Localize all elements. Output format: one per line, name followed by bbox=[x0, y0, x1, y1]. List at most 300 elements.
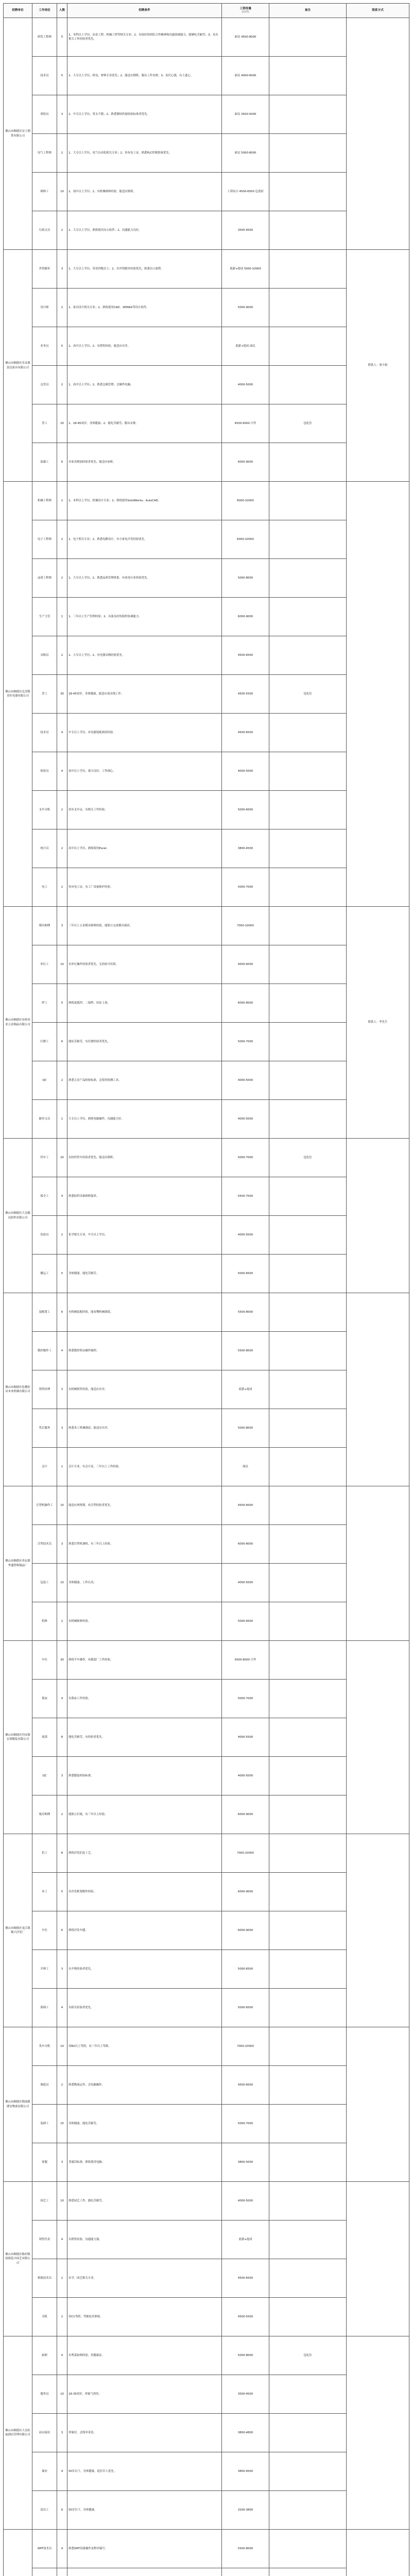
requirements-cell: 1、大专以上学历，熟练使用办公软件；2、沟通能力良好。 bbox=[67, 211, 222, 250]
position-cell: 园艺工 bbox=[32, 2182, 57, 2221]
position-cell: 会计 bbox=[32, 1448, 57, 1486]
requirements-cell: 中专以上学历，有电器装配调试经验。 bbox=[67, 714, 222, 752]
remark-cell: 包吃住 bbox=[269, 1139, 347, 1177]
count-cell: 20 bbox=[57, 404, 67, 443]
requirements-cell: 1、本科以上学历，冶金工程、机械工程等相关专业；2、有较好的团队合作精神和沟通协调能力，能够吃苦耐劳；3、具有相关工作经验者优先。 bbox=[67, 18, 222, 57]
contact-cell bbox=[347, 1834, 409, 2027]
position-cell: 搬运工 bbox=[32, 1255, 57, 1293]
count-cell: 2 bbox=[57, 289, 67, 327]
position-cell: 电子工程师 bbox=[32, 520, 57, 559]
remark-cell: 包吃住 bbox=[269, 675, 347, 714]
salary-cell: 4500-6000 bbox=[222, 2066, 269, 2105]
count-cell: 30 bbox=[57, 1641, 67, 1680]
table-row bbox=[4, 2182, 409, 2221]
count-cell: 5 bbox=[57, 327, 67, 366]
requirements-cell: 能独立打板，有三年以上经验。 bbox=[67, 1795, 222, 1834]
requirements-cell: 有开料经验者优先。 bbox=[67, 1950, 222, 1989]
position-cell: 技术员 bbox=[32, 714, 57, 752]
salary-cell: 4000-5500 bbox=[222, 1718, 269, 1757]
recruitment-table-sheet bbox=[3, 3, 409, 2576]
count-cell: 2 bbox=[57, 1602, 67, 1641]
salary-cell: 底薪+提成 bbox=[222, 2221, 269, 2259]
remark-cell bbox=[269, 1950, 347, 1989]
position-cell: 清洁工 bbox=[32, 2491, 57, 2530]
remark-cell bbox=[269, 250, 347, 289]
position-cell: 设计师 bbox=[32, 289, 57, 327]
remark-cell bbox=[269, 1061, 347, 1100]
position-cell: 装配钳工 bbox=[32, 1293, 57, 1332]
remark-cell bbox=[269, 945, 347, 984]
remark-cell bbox=[269, 1757, 347, 1795]
salary-cell: 6000-9000 bbox=[222, 1911, 269, 1950]
table-row bbox=[4, 1834, 409, 1873]
position-cell: 注塑机操作工 bbox=[32, 1486, 57, 1525]
requirements-cell: 有家具喷油经验者优先，能适应加班。 bbox=[67, 443, 222, 482]
remark-cell bbox=[269, 1409, 347, 1448]
remark-cell bbox=[269, 520, 347, 559]
requirements-cell: 1、大专以上学历，英语四级以上；2、有外贸跟单经验优先，熟悉出口流程。 bbox=[67, 250, 222, 289]
salary-cell: 底薪+提成 面议 bbox=[222, 327, 269, 366]
salary-cell: 5000-8000 计件 bbox=[222, 1641, 269, 1680]
count-cell: 6 bbox=[57, 443, 67, 482]
contact-cell bbox=[347, 1139, 409, 1293]
position-cell: QC bbox=[32, 1757, 57, 1795]
count-cell: 2 bbox=[57, 211, 67, 250]
remark-cell bbox=[269, 1216, 347, 1255]
salary-cell: 4000-5000 bbox=[222, 1100, 269, 1139]
remark-cell bbox=[269, 2182, 347, 2221]
position-cell: 打磨工 bbox=[32, 1023, 57, 1061]
remark-cell bbox=[269, 1177, 347, 1216]
position-cell: 仓管员 bbox=[32, 366, 57, 404]
salary-cell: 5000-8000 bbox=[222, 559, 269, 598]
requirements-cell: 1、大专以上学历，机电、材料专业优先；2、能适应倒班，服从工作安排；3、责任心强，有上进心。 bbox=[67, 57, 222, 95]
position-cell: 包装工 bbox=[32, 1564, 57, 1602]
count-cell: 3 bbox=[57, 1950, 67, 1989]
remark-cell bbox=[269, 1486, 347, 1525]
requirements-cell: 1、大专以上学历；2、熟悉品质管理体系，有家电行业经验优先。 bbox=[67, 559, 222, 598]
requirements-cell: 熟悉服装检验标准。 bbox=[67, 1757, 222, 1795]
requirements-cell: 有销售经验，沟通能力强。 bbox=[67, 2221, 222, 2259]
requirements-cell: 身体健康，能吃苦耐劳。 bbox=[67, 1255, 222, 1293]
position-cell: 采购员 bbox=[32, 636, 57, 675]
salary-cell: 5000-7000 bbox=[222, 2105, 269, 2143]
table-row bbox=[4, 2027, 409, 2066]
count-cell: 2 bbox=[57, 2066, 67, 2105]
requirements-cell: 熟练沙发扪皮工艺。 bbox=[67, 1834, 222, 1873]
remark-cell bbox=[269, 598, 347, 636]
count-cell: 4 bbox=[57, 2452, 67, 2491]
count-cell: 10 bbox=[57, 1564, 67, 1602]
count-cell: 6 bbox=[57, 1911, 67, 1950]
requirements-cell: 有相关经验者优先。 bbox=[67, 1989, 222, 2027]
position-cell: 叉车司机 bbox=[32, 791, 57, 829]
requirements-cell: 持有叉车证，有相关工作经验。 bbox=[67, 791, 222, 829]
salary-cell: 5000-7000 bbox=[222, 868, 269, 907]
salary-cell: 6000-10000 bbox=[222, 520, 269, 559]
requirements-cell: 1、家具设计相关专业；2、熟练使用CAD、3DMAX等设计软件。 bbox=[67, 289, 222, 327]
salary-cell: 4000-5000 bbox=[222, 366, 269, 404]
count-cell: 1 bbox=[57, 1448, 67, 1486]
employer-cell: 佛山市顺德区龙江镇顺兴沙发厂 bbox=[4, 1834, 32, 2027]
requirements-cell: 1、高中以上学历；2、有销售经验，能适应出差。 bbox=[67, 327, 222, 366]
salary-cell: 7000-10000 bbox=[222, 1834, 269, 1873]
requirements-cell: 1、三年以上生产管理经验；2、具备良好的组织协调能力。 bbox=[67, 598, 222, 636]
employer-cell: 佛山市顺德区乐从镇富达家具有限公司 bbox=[4, 250, 32, 482]
salary-cell: 5500-8000 bbox=[222, 1332, 269, 1370]
salary-cell: 3500-4500 bbox=[222, 211, 269, 250]
requirements-cell: 1、本科以上学历，机械设计专业；2、熟练使用SolidWorks、AutoCAD。 bbox=[67, 482, 222, 520]
salary-cell: 工资综合 4500-6500 包食宿 bbox=[222, 173, 269, 211]
position-cell: 外贸跟单 bbox=[32, 250, 57, 289]
count-cell: 10 bbox=[57, 2375, 67, 2414]
count-cell: 15 bbox=[57, 2105, 67, 2143]
remark-cell: 包吃住 bbox=[269, 2336, 347, 2375]
count-cell: 20 bbox=[57, 1139, 67, 1177]
requirements-cell: 有沙发框架制作经验。 bbox=[67, 1873, 222, 1911]
salary-cell: 6000-8000 bbox=[222, 984, 269, 1023]
header-requirements: 招聘条件 bbox=[67, 4, 222, 18]
remark-cell bbox=[269, 211, 347, 250]
employer-cell: 佛山市顺德区杏坛镇华盛塑料制品厂 bbox=[4, 1486, 32, 1641]
header-remark: 备注 bbox=[269, 4, 347, 18]
remark-cell bbox=[269, 1370, 347, 1409]
count-cell: 2 bbox=[57, 1795, 67, 1834]
count-cell: 2 bbox=[57, 2298, 67, 2336]
salary-cell: 5000-6000 bbox=[222, 791, 269, 829]
remark-cell bbox=[269, 559, 347, 598]
salary-cell: 底薪+提成 bbox=[222, 1370, 269, 1409]
requirements-cell: 熟悉注塑机调机，有三年以上经验。 bbox=[67, 1525, 222, 1564]
position-cell: 销售代表 bbox=[32, 2221, 57, 2259]
table-row bbox=[4, 1293, 409, 1332]
requirements-cell: 熟悉SMT设备操作及程序编写。 bbox=[67, 2530, 222, 2568]
contact-cell bbox=[347, 1293, 409, 1486]
position-cell: 机修 bbox=[32, 1602, 57, 1641]
salary-cell: 7000-10000 bbox=[222, 2027, 269, 2066]
position-cell: 尾部 bbox=[32, 1718, 57, 1757]
count-cell: 2 bbox=[57, 868, 67, 907]
position-cell: 质检员 bbox=[32, 95, 57, 134]
remark-cell bbox=[269, 1911, 347, 1950]
position-cell: 普工 bbox=[32, 675, 57, 714]
salary-cell: 5000-7000 bbox=[222, 1680, 269, 1718]
salary-cell: 3800-4500 bbox=[222, 2452, 269, 2491]
employer-cell: 佛山市顺德区大良恒福酒店管理有限公司 bbox=[4, 2336, 32, 2530]
position-cell: 注塑技术员 bbox=[32, 1525, 57, 1564]
position-cell: 货车司机 bbox=[32, 2027, 57, 2066]
contact-cell bbox=[347, 18, 409, 250]
count-cell: 3 bbox=[57, 907, 67, 945]
count-cell: 3 bbox=[57, 1370, 67, 1409]
remark-cell bbox=[269, 1718, 347, 1757]
remark-cell bbox=[269, 1332, 347, 1370]
employer-cell: 佛山市顺德区容桂伟业五金制品有限公司 bbox=[4, 907, 32, 1139]
remark-cell bbox=[269, 752, 347, 791]
requirements-cell: 会计专业，有会计证，三年以上工作经验。 bbox=[67, 1448, 222, 1486]
contact-cell bbox=[347, 2336, 409, 2530]
requirements-cell: 初中以上学历，视力良好，工作细心。 bbox=[67, 752, 222, 791]
count-cell: 2 bbox=[57, 636, 67, 675]
salary-cell: 3800-4800 bbox=[222, 2414, 269, 2452]
position-cell: 电工 bbox=[32, 868, 57, 907]
remark-cell bbox=[269, 366, 347, 404]
remark-cell bbox=[269, 1023, 347, 1061]
recruitment-table bbox=[3, 3, 409, 2576]
salary-cell: 5000-6500 bbox=[222, 1255, 269, 1293]
remark-cell bbox=[269, 907, 347, 945]
remark-cell bbox=[269, 714, 347, 752]
count-cell: 5 bbox=[57, 1873, 67, 1911]
requirements-cell: 熟悉数控机床操作编程。 bbox=[67, 1332, 222, 1370]
requirements-cell: 热爱园艺工作，能吃苦耐劳。 bbox=[67, 2182, 222, 2221]
remark-cell bbox=[269, 2298, 347, 2336]
salary-cell: 4000-5000 bbox=[222, 2182, 269, 2221]
count-cell: 4 bbox=[57, 714, 67, 752]
position-cell: 技术员 bbox=[32, 57, 57, 95]
position-cell: 司机 bbox=[32, 2298, 57, 2336]
position-cell: 业务员 bbox=[32, 327, 57, 366]
requirements-cell: 1、初中以上学历；2、有机械维修经验，能适应倒班。 bbox=[67, 173, 222, 211]
remark-cell bbox=[269, 2452, 347, 2491]
position-cell: 装卸工 bbox=[32, 2105, 57, 2143]
remark-cell bbox=[269, 868, 347, 907]
count-cell: 10 bbox=[57, 173, 67, 211]
requirements-cell: 持有电工证，有工厂设备维护经验。 bbox=[67, 868, 222, 907]
salary-cell: 4000-5000 bbox=[222, 752, 269, 791]
count-cell: 2 bbox=[57, 559, 67, 598]
position-cell: 车位 bbox=[32, 1641, 57, 1680]
remark-cell bbox=[269, 1602, 347, 1641]
requirements-cell: 熟悉纺织设备维修保养。 bbox=[67, 1177, 222, 1216]
position-cell: 研发工程师 bbox=[32, 18, 57, 57]
position-cell: 服务员 bbox=[32, 2375, 57, 2414]
requirements-cell: 50岁以下，身体健康，退伍军人优先。 bbox=[67, 2452, 222, 2491]
count-cell: 3 bbox=[57, 1757, 67, 1795]
requirements-cell: 持C1驾照，驾驶技术熟练。 bbox=[67, 2298, 222, 2336]
count-cell: 3 bbox=[57, 1525, 67, 1564]
remark-cell bbox=[269, 18, 347, 57]
count-cell: 2 bbox=[57, 134, 67, 173]
salary-cell: 5000-7000 bbox=[222, 1139, 269, 1177]
salary-cell: 3800-4500 bbox=[222, 829, 269, 868]
contact-cell bbox=[347, 1486, 409, 1641]
count-cell: 30 bbox=[57, 675, 67, 714]
salary-cell: 5000-6500 bbox=[222, 1950, 269, 1989]
salary-cell: 6000-8000 bbox=[222, 1525, 269, 1564]
table-row bbox=[4, 1641, 409, 1680]
requirements-cell: 18-45周岁，身体健康，能适应流水线工作。 bbox=[67, 675, 222, 714]
salary-cell: 4000-5000 bbox=[222, 1216, 269, 1255]
contact-cell bbox=[347, 1641, 409, 1834]
requirements-cell: 55岁以下，身体健康。 bbox=[67, 2491, 222, 2530]
salary-cell: 3200-3800 bbox=[222, 2491, 269, 2530]
count-cell: 10 bbox=[57, 945, 67, 984]
remark-cell: 包吃住 bbox=[269, 404, 347, 443]
position-cell: 调度员 bbox=[32, 2066, 57, 2105]
position-cell: 开料工 bbox=[32, 1950, 57, 1989]
header-employer: 招聘单位 bbox=[4, 4, 32, 18]
employer-cell: 佛山市顺德区北滘镇美旺电器有限公司 bbox=[4, 482, 32, 907]
salary-cell: 5500-7500 bbox=[222, 1177, 269, 1216]
position-cell: 售后服务 bbox=[32, 1409, 57, 1448]
salary-cell: 7000-10000 bbox=[222, 907, 269, 945]
requirements-cell: 三年以上五金模具维修经验，能独立完成模具调试。 bbox=[67, 907, 222, 945]
table-row bbox=[4, 907, 409, 945]
count-cell: 3 bbox=[57, 1409, 67, 1448]
count-cell: 4 bbox=[57, 1177, 67, 1216]
table-body bbox=[4, 18, 409, 2576]
position-cell: 销售经理 bbox=[32, 1370, 57, 1409]
requirements-cell: 有裁床工作经验。 bbox=[67, 1680, 222, 1718]
salary-cell: 5000-8000 bbox=[222, 1409, 269, 1448]
salary-cell: 5000-7000 bbox=[222, 1023, 269, 1061]
salary-cell: 5000-6500 bbox=[222, 1989, 269, 2027]
position-cell: 保全工 bbox=[32, 1177, 57, 1216]
salary-cell: 4500-6500 bbox=[222, 636, 269, 675]
requirements-cell: 1、大专以上学历；2、有电器采购经验优先。 bbox=[67, 636, 222, 675]
requirements-cell: 1、高中以上学历；2、熟悉仓储管理，会操作电脑。 bbox=[67, 366, 222, 404]
remark-cell bbox=[269, 2143, 347, 2182]
position-cell: 品质工程师 bbox=[32, 559, 57, 598]
remark-cell bbox=[269, 134, 347, 173]
remark-cell bbox=[269, 1641, 347, 1680]
requirements-cell: 身体健康，能吃苦耐劳。 bbox=[67, 2105, 222, 2143]
remark-cell bbox=[269, 984, 347, 1023]
salary-cell: 5500-8000 bbox=[222, 1293, 269, 1332]
count-cell: 5 bbox=[57, 57, 67, 95]
salary-cell bbox=[222, 2568, 269, 2576]
salary-cell: 3500-4500 bbox=[222, 2375, 269, 2414]
remark-cell bbox=[269, 2568, 347, 2576]
remark-cell bbox=[269, 482, 347, 520]
requirements-cell: 有纺织挡车经验者优先，能适应倒班。 bbox=[67, 1139, 222, 1177]
remark-cell bbox=[269, 443, 347, 482]
salary-cell: 面议 5000-8000 bbox=[222, 134, 269, 173]
count-cell: 4 bbox=[57, 2221, 67, 2259]
table-row bbox=[4, 1139, 409, 1177]
position-cell: 木工 bbox=[32, 1873, 57, 1911]
table-row bbox=[4, 2530, 409, 2568]
salary-cell: 4500-6000 计件 bbox=[222, 404, 269, 443]
position-cell: 统计员 bbox=[32, 829, 57, 868]
remark-cell bbox=[269, 1293, 347, 1332]
count-cell: 2 bbox=[57, 482, 67, 520]
count-cell: 6 bbox=[57, 1023, 67, 1061]
position-cell: 板房师傅 bbox=[32, 1795, 57, 1834]
count-cell: 4 bbox=[57, 1989, 67, 2027]
salary-cell: 面议 3500-5000 bbox=[222, 95, 269, 134]
salary-cell: 4000-5000 bbox=[222, 1757, 269, 1795]
count-cell: 2 bbox=[57, 2259, 67, 2298]
remark-cell bbox=[269, 1795, 347, 1834]
count-cell: 3 bbox=[57, 250, 67, 289]
requirements-cell: 1、中专以上学历，男女不限；2、熟悉钢材质量检验标准者优先。 bbox=[67, 95, 222, 134]
salary-cell: 4500-6000 bbox=[222, 945, 269, 984]
requirements-cell: 熟练沙发车缝。 bbox=[67, 1911, 222, 1950]
table-row bbox=[4, 1486, 409, 1525]
count-cell: 1 bbox=[57, 598, 67, 636]
requirements-cell: 熟悉木工机械调试，能适应出差。 bbox=[67, 1409, 222, 1448]
count-cell: 5 bbox=[57, 1255, 67, 1293]
remark-cell bbox=[269, 791, 347, 829]
requirements-cell: 有冲压操作经验者优先，无经验可培训。 bbox=[67, 945, 222, 984]
table-row bbox=[4, 2336, 409, 2375]
remark-cell bbox=[269, 2259, 347, 2298]
requirements-cell: 18-35周岁，形象气质佳。 bbox=[67, 2375, 222, 2414]
table-header-row bbox=[4, 4, 409, 18]
header-salary-unit: (元/月) bbox=[242, 11, 249, 14]
salary-cell: 底薪+提成 5000-10000 bbox=[222, 250, 269, 289]
contact-cell bbox=[347, 2182, 409, 2336]
remark-cell bbox=[269, 1989, 347, 2027]
remark-cell bbox=[269, 1873, 347, 1911]
salary-cell: 4500-6500 bbox=[222, 2259, 269, 2298]
requirements-cell: 熟练氩弧焊、二保焊，持证上岗。 bbox=[67, 984, 222, 1023]
table-row bbox=[4, 250, 409, 289]
count-cell: 2 bbox=[57, 829, 67, 868]
employer-cell: 佛山市顺德区勒流镇捷安物流有限公司 bbox=[4, 2027, 32, 2182]
remark-cell bbox=[269, 1100, 347, 1139]
count-cell: 6 bbox=[57, 2491, 67, 2530]
remark-cell bbox=[269, 95, 347, 134]
employer-cell: 佛山市顺德区伦教恒昌木业机械有限公司 bbox=[4, 1293, 32, 1486]
requirements-cell: 能吃苦耐劳，有经验者优先。 bbox=[67, 1718, 222, 1757]
salary-cell: 5000-8000 bbox=[222, 2336, 269, 2375]
salary-cell: 4000-5000 bbox=[222, 1061, 269, 1100]
count-cell: 8 bbox=[57, 1718, 67, 1757]
count-cell: 10 bbox=[57, 2182, 67, 2221]
employer-cell: 佛山市顺德区陈村镇绿源花卉园艺有限公司 bbox=[4, 2182, 32, 2336]
remark-cell bbox=[269, 2491, 347, 2530]
position-cell: 数控操作工 bbox=[32, 1332, 57, 1370]
position-cell: 冲压工 bbox=[32, 945, 57, 984]
remark-cell bbox=[269, 1255, 347, 1293]
requirements-cell: 1、18-45周岁，身体健康；2、能吃苦耐劳，服从安排。 bbox=[67, 404, 222, 443]
requirements-cell bbox=[67, 2568, 222, 2576]
requirements-cell: 有机械销售经验，能适应出差。 bbox=[67, 1370, 222, 1409]
remark-cell bbox=[269, 1680, 347, 1718]
remark-cell bbox=[269, 636, 347, 675]
count-cell: 2 bbox=[57, 791, 67, 829]
employer-cell bbox=[4, 2530, 32, 2576]
employer-cell: 佛山市顺德区均安镇宏图服装有限公司 bbox=[4, 1641, 32, 1834]
requirements-cell: 持B2以上驾照，有三年以上驾龄。 bbox=[67, 2027, 222, 2066]
count-cell: 15 bbox=[57, 1486, 67, 1525]
requirements-cell: 形象好，会简单英语。 bbox=[67, 2414, 222, 2452]
position-cell: 油漆工 bbox=[32, 443, 57, 482]
count-cell: 10 bbox=[57, 2027, 67, 2066]
position-cell: 前台接待 bbox=[32, 2414, 57, 2452]
position-cell: 厨师 bbox=[32, 2336, 57, 2375]
count-cell: 3 bbox=[57, 95, 67, 134]
remark-cell bbox=[269, 1834, 347, 1873]
salary-cell: 面议 4500-8000 bbox=[222, 18, 269, 57]
employer-cell: 佛山市顺德区大良骏达纺织有限公司 bbox=[4, 1139, 32, 1293]
header-position: 工作岗位 bbox=[32, 4, 57, 18]
count-cell: 5 bbox=[57, 18, 67, 57]
requirements-cell: 熟练平车操作，有服装厂工作经验。 bbox=[67, 1641, 222, 1680]
salary-cell: 4500-5500 bbox=[222, 2298, 269, 2336]
salary-cell: 5500-8000 bbox=[222, 2530, 269, 2568]
position-cell: 生产主管 bbox=[32, 598, 57, 636]
requirements-cell: 有机械维修经验。 bbox=[67, 1602, 222, 1641]
header-salary-title: 工资待遇 bbox=[239, 7, 251, 10]
requirements-cell: 1、电子相关专业；2、熟悉电路设计，有小家电开发经验优先。 bbox=[67, 520, 222, 559]
position-cell: 裁床 bbox=[32, 1680, 57, 1718]
remark-cell bbox=[269, 2414, 347, 2452]
salary-cell: 4500-5500 bbox=[222, 675, 269, 714]
